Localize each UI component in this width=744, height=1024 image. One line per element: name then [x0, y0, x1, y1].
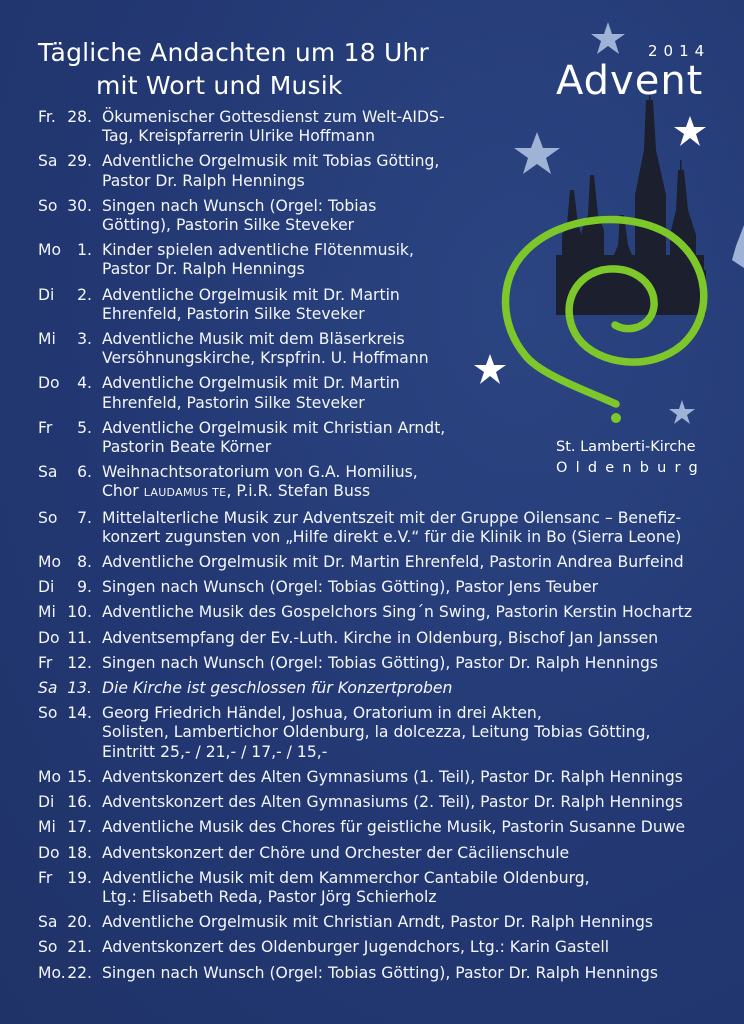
- entry-date: [38, 463, 102, 502]
- entry-weekday: Do: [38, 374, 60, 393]
- entry-weekday: Mi: [38, 330, 56, 349]
- entry-line-part: , P.i.R. Stefan Buss: [226, 482, 371, 501]
- entry-weekday: Sa: [38, 463, 58, 482]
- entry-day-number: 21.: [67, 938, 92, 957]
- entry-description: [102, 152, 738, 190]
- entry-day-number: 28.: [67, 108, 92, 126]
- schedule-entry: [38, 286, 738, 324]
- entry-date: [38, 241, 102, 279]
- entry-day-number: 30.: [67, 196, 92, 215]
- entry-line: Adventliche Musik des Gospelchors Sing´n Swing, Pastorin Kerstin Hochartz: [102, 603, 693, 622]
- page-title: [38, 36, 458, 102]
- schedule-entry: [38, 964, 738, 983]
- entry-day-number: 18.: [67, 843, 92, 862]
- church-name-line: St. Lamberti-Kirche: [556, 439, 696, 455]
- entry-weekday: Di: [38, 285, 55, 304]
- entry-description: [102, 768, 738, 787]
- entry-description: [102, 553, 738, 572]
- entry-weekday: Fr.: [38, 108, 56, 126]
- entry-day-number: 20.: [67, 913, 92, 932]
- entry-date: [38, 603, 102, 622]
- entry-description: [102, 844, 738, 863]
- entry-day-number: 2.: [77, 285, 92, 304]
- entry-date: [38, 374, 102, 412]
- title-line-1: Tägliche Andachten um 18 Uhr: [38, 38, 429, 67]
- entry-date: [38, 197, 102, 235]
- entry-weekday: Fr: [38, 653, 53, 672]
- entry-description: [102, 938, 738, 957]
- schedule-entry: [38, 419, 738, 457]
- entry-line: Mittelalterliche Musik zur Adventszeit mit der Gruppe Oilensanc – Benefiz-: [102, 508, 682, 527]
- schedule-entry: [38, 629, 738, 648]
- entry-date: [38, 869, 102, 907]
- entry-line: Adventliche Musik mit dem Bläserkreis: [102, 330, 405, 349]
- entry-day-number: 7.: [77, 508, 92, 527]
- entry-description: [102, 603, 738, 622]
- entry-line: Pastor Dr. Ralph Hennings: [102, 171, 305, 190]
- entry-day-number: 17.: [67, 818, 92, 837]
- entry-weekday: Mo: [38, 553, 61, 572]
- entry-day-number: 14.: [67, 704, 92, 723]
- entry-date: [38, 913, 102, 932]
- entry-weekday: Mo.: [38, 963, 66, 982]
- entry-weekday: Di: [38, 793, 55, 812]
- entry-description: [102, 913, 738, 932]
- entry-description: [102, 793, 738, 812]
- entry-date: [38, 108, 102, 146]
- entry-line: Pastorin Beate Körner: [102, 438, 272, 457]
- entry-weekday: Do: [38, 843, 60, 862]
- schedule-entry: [38, 913, 738, 932]
- schedule-entry: [38, 679, 738, 698]
- entry-date: [38, 844, 102, 863]
- entry-weekday: So: [38, 938, 58, 957]
- entry-description: [102, 704, 738, 762]
- entry-description: [102, 286, 738, 324]
- schedule-entry: [38, 330, 738, 368]
- entry-date: [38, 419, 102, 457]
- entry-description: [102, 108, 738, 146]
- entry-description: [102, 818, 738, 837]
- schedule-entry: [38, 603, 738, 622]
- entry-line: Adventliche Musik des Chores für geistliche Musik, Pastorin Susanne Duwe: [102, 818, 686, 837]
- entry-weekday: Mo: [38, 241, 61, 260]
- entry-line: Adventsempfang der Ev.-Luth. Kirche in Oldenburg, Bischof Jan Janssen: [102, 628, 659, 647]
- entry-day-number: 9.: [77, 578, 92, 597]
- entry-description: [102, 330, 738, 368]
- choir-name: LAUDAMUS TE: [143, 486, 227, 500]
- entry-description: [102, 629, 738, 648]
- schedule-entry: [38, 578, 738, 597]
- entry-weekday: Fr: [38, 868, 53, 887]
- entry-date: [38, 793, 102, 812]
- entry-line: Adventskonzert des Oldenburger Jugendchors, Ltg.: Karin Gastell: [102, 938, 610, 957]
- entry-line-part: Chor: [102, 482, 144, 501]
- entry-description: [102, 419, 738, 457]
- entry-line: Singen nach Wunsch (Orgel: Tobias: [102, 196, 377, 215]
- year-label: 2014: [648, 42, 711, 60]
- schedule-entry: [38, 768, 738, 787]
- entry-line: Versöhnungskirche, Krspfrin. U. Hoffmann: [102, 349, 429, 368]
- entry-line: Pastor Dr. Ralph Hennings: [102, 260, 305, 279]
- entry-line: Adventliche Orgelmusik mit Tobias Götting,: [102, 152, 440, 171]
- entry-day-number: 5.: [77, 418, 92, 437]
- schedule-entry: [38, 197, 738, 235]
- schedule-entry: [38, 793, 738, 812]
- entry-date: [38, 330, 102, 368]
- schedule-list: [38, 108, 738, 989]
- entry-date: [38, 629, 102, 648]
- schedule-entry: [38, 509, 738, 547]
- entry-weekday: Do: [38, 628, 60, 647]
- entry-line: Singen nach Wunsch (Orgel: Tobias Götting), Pastor Dr. Ralph Hennings: [102, 653, 658, 672]
- entry-date: [38, 938, 102, 957]
- entry-date: [38, 768, 102, 787]
- entry-description: [102, 679, 738, 698]
- schedule-entry: [38, 374, 738, 412]
- schedule-entry: [38, 654, 738, 673]
- entry-weekday: Sa: [38, 679, 58, 698]
- entry-weekday: So: [38, 196, 58, 215]
- schedule-entry: [38, 938, 738, 957]
- entry-day-number: 16.: [67, 793, 92, 812]
- entry-weekday: Mi: [38, 603, 56, 622]
- entry-line: Solisten, Lambertichor Oldenburg, la dolcezza, Leitung Tobias Götting,: [102, 723, 651, 742]
- schedule-entry: [38, 152, 738, 190]
- entry-description: [102, 374, 738, 412]
- entry-date: [38, 152, 102, 190]
- schedule-entry: [38, 108, 738, 146]
- entry-weekday: Fr: [38, 418, 53, 437]
- entry-line: Kinder spielen adventliche Flötenmusik,: [102, 241, 414, 260]
- entry-description: [102, 578, 738, 597]
- entry-date: [38, 818, 102, 837]
- entry-date: [38, 553, 102, 572]
- entry-description: [102, 654, 738, 673]
- entry-description: [102, 463, 738, 502]
- schedule-entry: [38, 704, 738, 762]
- entry-day-number: 1.: [77, 241, 92, 260]
- schedule-entry: [38, 241, 738, 279]
- entry-day-number: 3.: [77, 330, 92, 349]
- entry-line: Adventliche Orgelmusik mit Christian Arndt, Pastor Dr. Ralph Hennings: [102, 913, 653, 932]
- entry-date: [38, 679, 102, 698]
- entry-line: Adventskonzert der Chöre und Orchester der Cäcilienschule: [102, 843, 570, 862]
- schedule-entry: [38, 869, 738, 907]
- schedule-entry: [38, 463, 738, 502]
- entry-weekday: Mi: [38, 818, 56, 837]
- entry-description: [102, 241, 738, 279]
- entry-date: [38, 509, 102, 547]
- entry-day-number: 8.: [77, 553, 92, 572]
- entry-line: [102, 482, 738, 502]
- entry-description: [102, 509, 738, 547]
- entry-weekday: Sa: [38, 152, 58, 171]
- title-line-2: mit Wort und Musik: [96, 71, 343, 100]
- entry-line: Adventliche Musik mit dem Kammerchor Cantabile Oldenburg,: [102, 868, 590, 887]
- entry-line: Adventliche Orgelmusik mit Dr. Martin Ehrenfeld, Pastorin Andrea Burfeind: [102, 553, 684, 572]
- entry-day-number: 15.: [67, 767, 92, 786]
- entry-line: Ltg.: Elisabeth Reda, Pastor Jörg Schierholz: [102, 887, 437, 906]
- entry-line: Adventliche Orgelmusik mit Dr. Martin: [102, 285, 400, 304]
- entry-date: [38, 578, 102, 597]
- entry-weekday: So: [38, 508, 58, 527]
- entry-day-number: 6.: [77, 463, 92, 482]
- entry-day-number: 19.: [67, 868, 92, 887]
- entry-date: [38, 964, 102, 983]
- entry-line: Ökumenischer Gottesdienst zum Welt-AIDS-: [102, 108, 445, 126]
- entry-weekday: Di: [38, 578, 55, 597]
- entry-line: Adventliche Orgelmusik mit Christian Arndt,: [102, 418, 446, 437]
- entry-line: Weihnachtsoratorium von G.A. Homilius,: [102, 463, 418, 482]
- schedule-entry: [38, 844, 738, 863]
- entry-description: [102, 197, 738, 235]
- entry-line: Adventskonzert des Alten Gymnasiums (1. Teil), Pastor Dr. Ralph Hennings: [102, 767, 683, 786]
- entry-day-number: 10.: [67, 603, 92, 622]
- entry-description: [102, 869, 738, 907]
- entry-day-number: 4.: [77, 374, 92, 393]
- entry-line: Adventliche Orgelmusik mit Dr. Martin: [102, 374, 400, 393]
- entry-line: Ehrenfeld, Pastorin Silke Steveker: [102, 304, 365, 323]
- entry-date: [38, 704, 102, 762]
- church-city: Oldenburg: [556, 460, 706, 476]
- entry-line: Ehrenfeld, Pastorin Silke Steveker: [102, 393, 365, 412]
- entry-line: Götting), Pastorin Silke Steveker: [102, 216, 355, 235]
- entry-line: Singen nach Wunsch (Orgel: Tobias Götting), Pastor Dr. Ralph Hennings: [102, 963, 658, 982]
- schedule-entry: [38, 553, 738, 572]
- entry-day-number: 11.: [67, 628, 92, 647]
- entry-weekday: Mo: [38, 767, 61, 786]
- entry-line: konzert zugunsten von „Hilfe direkt e.V.“ für die Klinik in Bo (Sierra Leone): [102, 527, 682, 546]
- entry-date: [38, 654, 102, 673]
- star-icon: [591, 22, 625, 54]
- entry-weekday: So: [38, 704, 58, 723]
- entry-line: Tag, Kreispfarrerin Ulrike Hoffmann: [102, 127, 376, 146]
- entry-day-number: 22.: [67, 963, 92, 982]
- entry-line: Eintritt 25,- / 21,- / 17,- / 15,-: [102, 742, 328, 761]
- entry-day-number: 13.: [67, 679, 92, 698]
- entry-description: [102, 964, 738, 983]
- entry-line: Die Kirche ist geschlossen für Konzertproben: [102, 679, 453, 698]
- entry-weekday: Sa: [38, 913, 58, 932]
- entry-day-number: 29.: [67, 152, 92, 171]
- entry-line: Singen nach Wunsch (Orgel: Tobias Götting), Pastor Jens Teuber: [102, 578, 599, 597]
- entry-line: Georg Friedrich Händel, Joshua, Oratorium in drei Akten,: [102, 704, 542, 723]
- entry-line: Adventskonzert des Alten Gymnasiums (2. Teil), Pastor Dr. Ralph Hennings: [102, 793, 683, 812]
- advent-heading: Advent: [556, 58, 704, 104]
- entry-day-number: 12.: [67, 653, 92, 672]
- entry-date: [38, 286, 102, 324]
- schedule-entry: [38, 818, 738, 837]
